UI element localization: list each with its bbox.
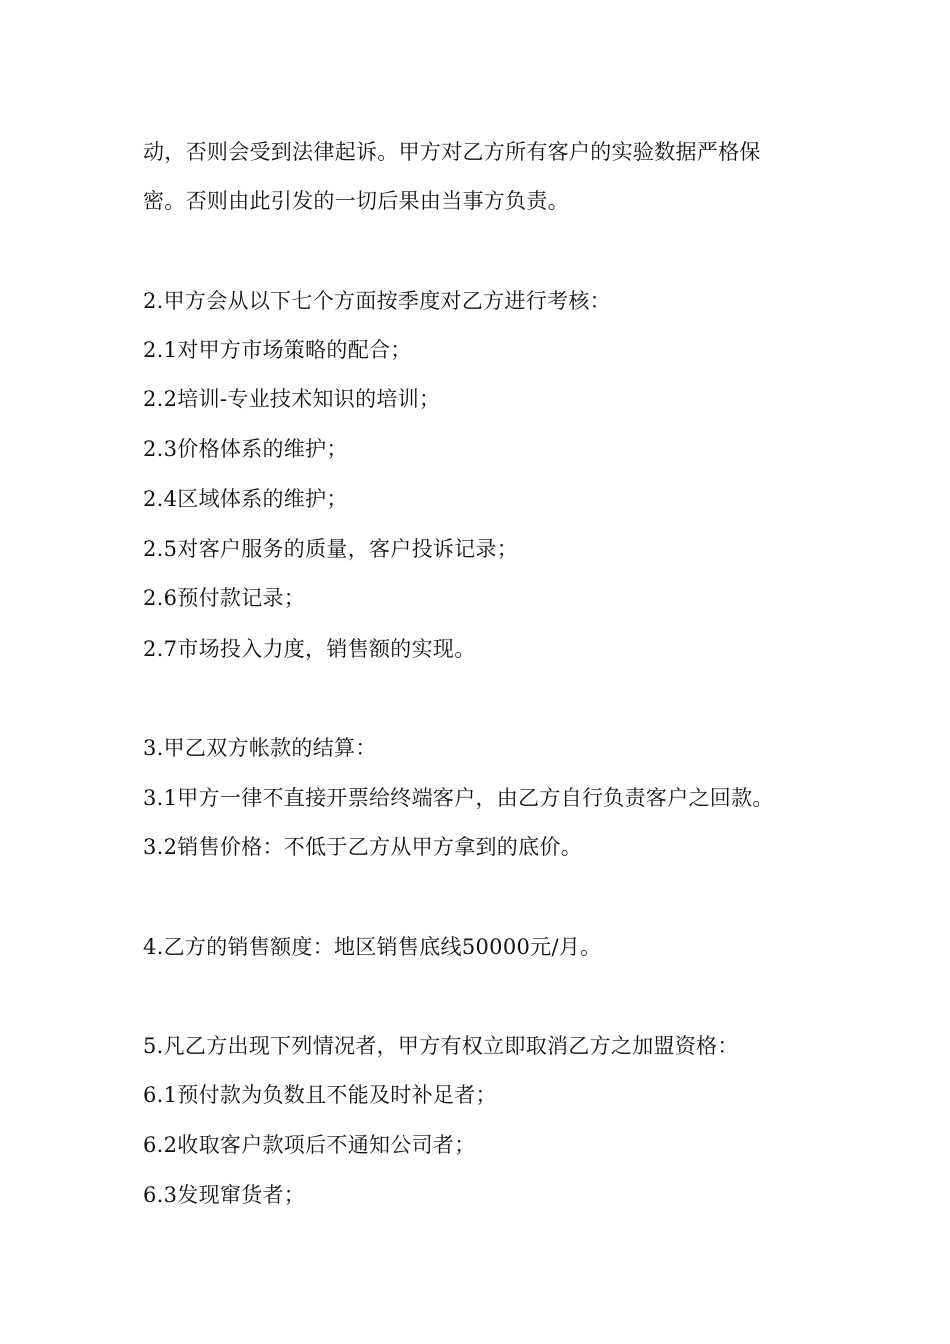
section-2-item-2: 2.2培训-专业技术知识的培训； bbox=[143, 387, 441, 411]
section-3-item-2: 3.2销售价格：不低于乙方从甲方拿到的底价。 bbox=[143, 835, 582, 859]
section-5-heading: 5.凡乙方出现下列情况者，甲方有权立即取消乙方之加盟资格： bbox=[143, 1034, 739, 1058]
section-3-item-1: 3.1甲方一律不直接开票给终端客户，由乙方自行负责客户之回款。 bbox=[143, 786, 774, 810]
section-2-item-1: 2.1对甲方市场策略的配合； bbox=[143, 338, 412, 362]
section-2-item-7: 2.7市场投入力度，销售额的实现。 bbox=[143, 637, 476, 661]
section-5-item-1: 6.1预付款为负数且不能及时补足者； bbox=[143, 1083, 497, 1107]
section-4-heading: 4.乙方的销售额度：地区销售底线50000元/月。 bbox=[143, 935, 602, 959]
section-5-item-3: 6.3发现窜货者； bbox=[143, 1183, 306, 1207]
intro-line-1: 动，否则会受到法律起诉。甲方对乙方所有客户的实验数据严格保 bbox=[143, 140, 761, 164]
section-2-item-5: 2.5对客户服务的质量，客户投诉记录； bbox=[143, 537, 519, 561]
section-5-item-2: 6.2收取客户款项后不通知公司者； bbox=[143, 1133, 476, 1157]
section-2-item-6: 2.6预付款记录； bbox=[143, 586, 306, 610]
section-2-heading: 2.甲方会从以下七个方面按季度对乙方进行考核： bbox=[143, 289, 611, 313]
section-3-heading: 3.甲乙双方帐款的结算： bbox=[143, 736, 377, 760]
intro-line-2: 密。否则由此引发的一切后果由当事方负责。 bbox=[143, 189, 569, 213]
section-2-item-4: 2.4区域体系的维护； bbox=[143, 487, 348, 511]
section-2-item-3: 2.3价格体系的维护； bbox=[143, 437, 348, 461]
